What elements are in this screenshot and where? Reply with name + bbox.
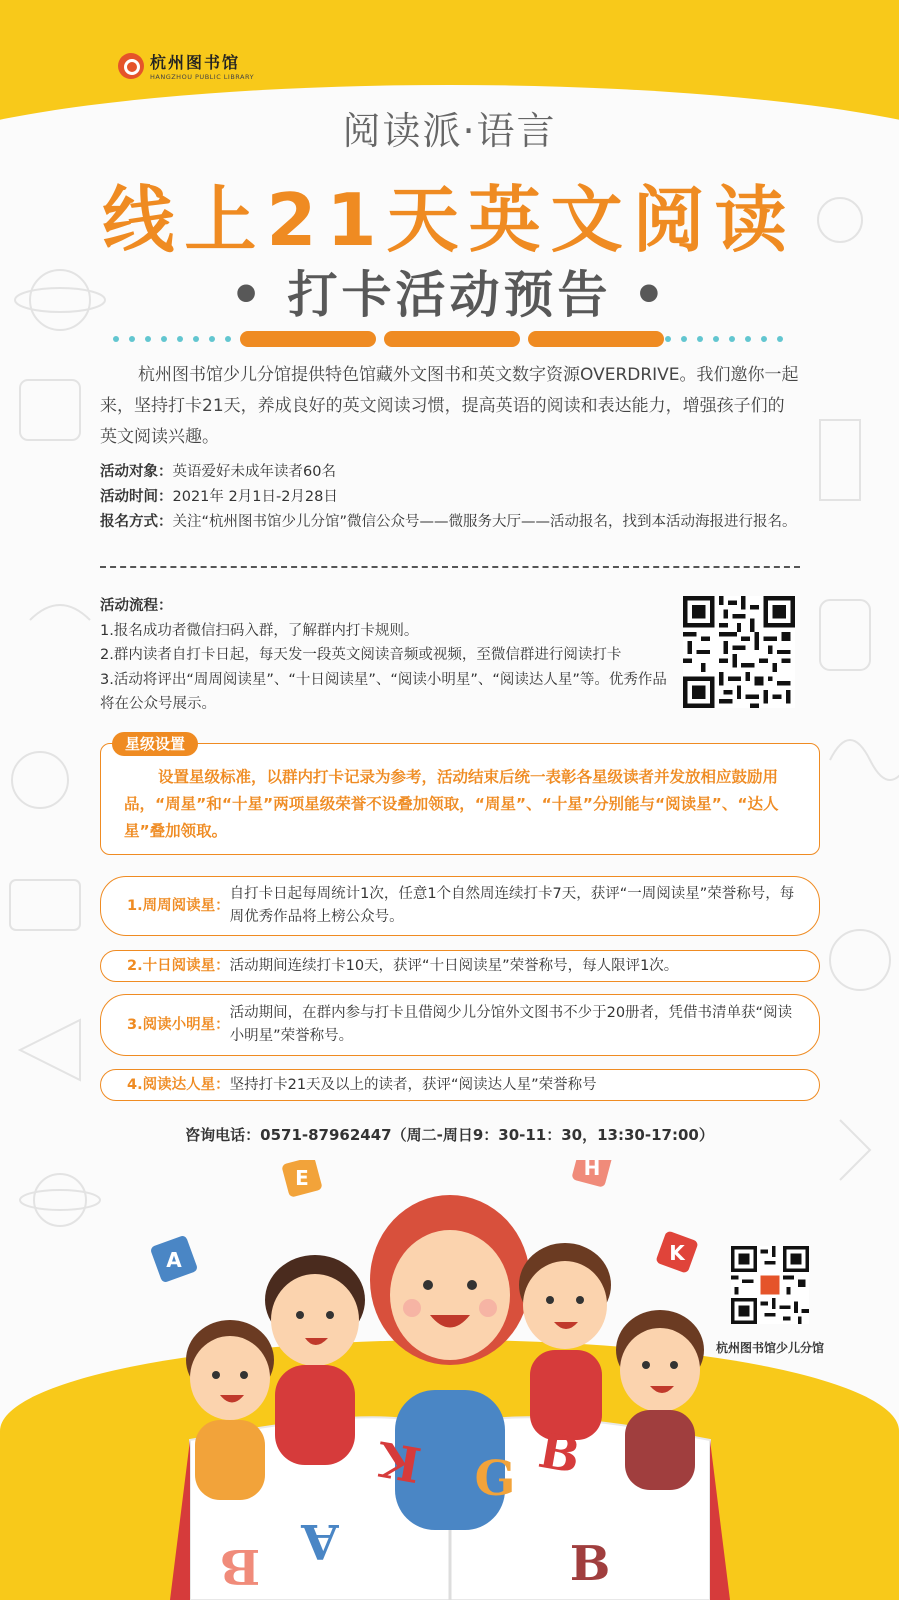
contact-phone: 咨询电话：0571-87962447（周二-周日9：30-11：30，13:30-17:00） [185,1126,714,1144]
logo-name-en: HANGZHOU PUBLIC LIBRARY [150,73,255,81]
level-weekly-star [100,876,820,936]
info-value: 关注“杭州图书馆少儿分馆”微信公众号——微服务大厅——活动报名，找到本活动海报进行报名。 [172,514,797,530]
book-letter: B [219,1538,261,1594]
teacher-children-illustration [150,1160,750,1600]
library-qr-code [731,1246,809,1324]
letter-block: H [583,1160,601,1180]
section-divider [100,566,800,568]
process-step: 3.活动将评出“周周阅读星”、“十日阅读星”、“阅读小明星”、“阅读达人星”等。优秀作品将在公众号展示。 [100,671,667,712]
info-target [100,460,800,484]
book-letter: G [474,1451,516,1507]
book-letter: B [569,1536,611,1592]
info-value: 2021年 2月1日-2月28日 [172,489,338,505]
info-label: 活动对象： [100,464,173,480]
level-name: 3.阅读小明星： [127,1016,230,1033]
level-name: 4.阅读达人星： [127,1076,230,1093]
main-title: 线上21天英文阅读 [102,178,797,262]
series-title: 阅读派·语言 [342,109,557,153]
letter-block: A [166,1248,182,1272]
intro-paragraph: 杭州图书馆少儿分馆提供特色馆藏外文图书和英文数字资源OVERDRIVE。我们邀你一起来，坚持打卡21天，养成良好的英文阅读习惯，提高英语的阅读和表达能力，增强孩子们的英文阅读兴趣。 [100,365,799,447]
info-label: 活动时间： [100,489,173,505]
process-step: 1.报名成功者微信扫码入群，了解群内打卡规则。 [100,622,419,639]
library-logo [118,50,254,81]
process-section [100,594,680,717]
level-ten-day-star [100,950,820,982]
level-desc: 活动期间，在群内参与打卡且借阅少儿分馆外文图书不少于20册者，凭借书清单获“阅读小明星”荣誉称号。 [229,1005,793,1044]
level-name: 2.十日阅读星： [127,957,230,974]
level-reading-little-star [100,994,820,1056]
star-settings-text: 设置星级标准，以群内打卡记录为参考，活动结束后统一表彰各星级读者并发放相应鼓励用品，“周星”和“十星”两项星级荣誉不设叠加领取，“周星”、“十星”分别能与“阅读星”、“达人星”叠加领取。 [124,768,779,840]
level-reading-master-star [100,1069,820,1101]
sub-title: • 打卡活动预告 • [230,266,669,324]
qr-caption: 杭州图书馆少儿分馆 [715,1341,824,1355]
info-time [100,485,800,509]
level-desc: 自打卡日起每周统计1次，任意1个自然周连续打卡7天，获评“一周阅读星”荣誉称号，每周优秀作品将上榜公众号。 [229,886,795,925]
level-desc: 坚持打卡21天及以上的读者，获评“阅读达人星”荣誉称号 [229,1076,597,1093]
process-title: 活动流程： [100,598,173,614]
level-desc: 活动期间连续打卡10天，获评“十日阅读星”荣誉称号，每人限评1次。 [229,957,679,974]
process-step: 2.群内读者自打卡日起，每天发一段英文阅读音频或视频，至微信群进行阅读打卡 [100,647,622,663]
library-logo-icon [118,53,144,79]
group-qr-code [683,596,795,708]
logo-name-cn: 杭州图书馆 [150,53,241,72]
title-divider [112,331,792,347]
book-letter: A [301,1513,339,1569]
info-label: 报名方式： [100,514,173,530]
info-registration [100,510,800,534]
book-letter: B [534,1422,585,1486]
letter-block: K [669,1241,685,1265]
letter-block: E [295,1166,309,1190]
level-name: 1.周周阅读星： [127,897,230,914]
book-letter: K [374,1429,426,1493]
info-value: 英语爱好未成年读者60名 [172,464,336,480]
star-settings-tag: 星级设置 [112,732,198,756]
